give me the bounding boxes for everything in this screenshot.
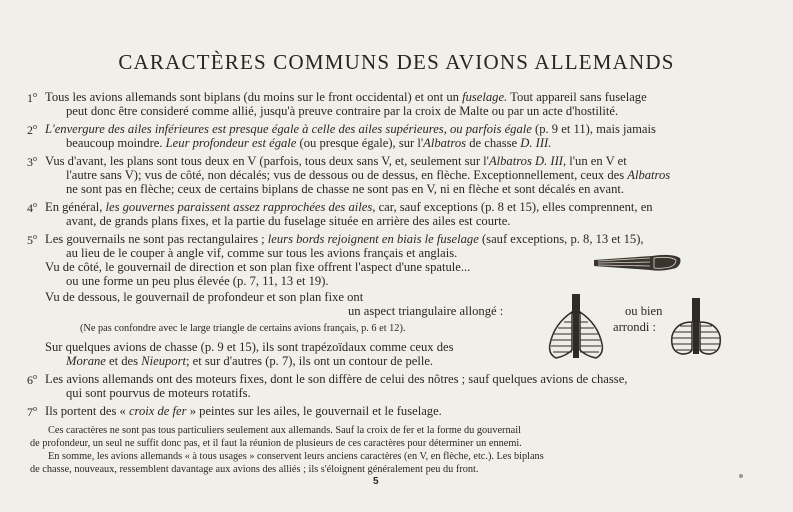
spatula-rudder-illustration	[592, 250, 684, 276]
item-5-line-8: Morane et des Nieuport; et sur d'autres (p. 7), ils ont un contour de pelle.	[66, 354, 434, 368]
rounded-tailplane-illustration	[668, 296, 724, 358]
item-2-number: 2$^o$	[27, 122, 37, 137]
item-1-line-2: peut donc être consideré comme allié, jusqu'à preuve contraire par la croix de Malte ou par un acte d'hostilité.	[66, 104, 619, 118]
item-1-number: 1$^o$	[27, 90, 37, 105]
item-5-line-7: Sur quelques avions de chasse (p. 9 et 15), ils sont trapézoïdaux comme ceux des	[45, 340, 454, 354]
item-5-line-6: un aspect triangulaire allongé :	[348, 304, 504, 318]
item-5-number: 5$^o$	[27, 232, 37, 247]
item-4-line-1: En général, les gouvernes paraissent assez rapprochées des ailes, car, sauf exceptions (p. 8 et 15), elles comprennent, en	[45, 200, 653, 214]
item-5-line-4: ou une forme un peu plus élevée (p. 7, 11, 13 et 19).	[66, 274, 329, 288]
item-5-line-1: Les gouvernails ne sont pas rectangulaires ; leurs bords rejoignent en biais le fuselage (sauf exceptions, p. 8, 13 et 15),	[45, 232, 644, 246]
footer-paragraph-2-line-2: de chasse, nouveaux, ressemblent davantage aux avions des alliés ; ils s'éloignent généralement peu du front.	[30, 464, 479, 475]
item-6-line-1: Les avions allemands ont des moteurs fixes, dont le son diffère de celui des nôtres ; sauf quelques avions de chasse,	[45, 372, 628, 386]
item-3-line-2: l'autre sans V); vus de côté, non décalés; vus de dessous ou de dessus, en flèche. Exceptionnellement, ceux des Albatros	[66, 168, 671, 182]
item-3-line-1: Vus d'avant, les plans sont tous deux en V (parfois, tous deux sans V, et, seulement sur l'Albatros D. III, l'un en V et	[45, 154, 627, 168]
page-title: CARACTÈRES COMMUNS DES AVIONS ALLEMANDS	[118, 50, 675, 74]
item-5-note: (Ne pas confondre avec le large triangle de certains avions français, p. 6 et 12).	[80, 323, 406, 334]
footer-paragraph-1-line-2: de profondeur, un seul ne suffit donc pas, et il faut la réunion de plusieurs de ces caractères pour déterminer un ennemi.	[30, 438, 522, 449]
arrondi-label: arrondi :	[613, 320, 657, 334]
item-3-number: 3$^o$	[27, 154, 37, 169]
item-6-number: 6$^o$	[27, 372, 37, 387]
footer-paragraph-2-line-1: En somme, les avions allemands « à tous usages » conservent leurs anciens caractères (en V, en flèche, etc.). Les biplans	[48, 451, 544, 462]
item-4-number: 4$^o$	[27, 200, 37, 215]
item-5-line-5: Vu de dessous, le gouvernail de profondeur et son plan fixe ont	[45, 290, 364, 304]
page-speck	[739, 474, 743, 478]
item-6-line-2: qui sont pourvus de moteurs rotatifs.	[66, 386, 251, 400]
triangular-tailplane-illustration	[544, 292, 608, 362]
item-2-line-1: L'envergure des ailes inférieures est presque égale à celle des ailes supérieures, ou parfois égale (p. 9 et 11), mais jamais	[45, 122, 656, 136]
item-2-line-2: beaucoup moindre. Leur profondeur est égale (ou presque égale), sur l'Albatros de chasse D. III.	[66, 136, 552, 150]
page-number: 5	[373, 476, 379, 487]
footer-paragraph-1-line-1: Ces caractères ne sont pas tous particuliers seulement aux allemands. Sauf la croix de fer et la forme du gouvernail	[48, 425, 521, 436]
ou-bien-label: ou bien	[625, 304, 663, 318]
item-3-line-3: ne sont pas en flèche; ceux de certains biplans de chasse ne sont pas en V, ni en flèche et sont décalés en avant.	[66, 182, 625, 196]
item-4-line-2: avant, de grands plans fixes, et la partie du fuselage située en arrière des ailes est courte.	[66, 214, 511, 228]
item-5-line-2: au lieu de le couper à angle vif, comme sur tous les avions français et anglais.	[66, 246, 458, 260]
item-1-line-1: Tous les avions allemands sont biplans (du moins sur le front occidental) et ont un fuselage. Tout appareil sans fuselage	[45, 90, 647, 104]
item-7-number: 7$^o$	[27, 404, 37, 419]
item-5-line-3: Vu de côté, le gouvernail de direction et son plan fixe offrent l'aspect d'une spatule...	[45, 260, 471, 274]
item-7-line-1: Ils portent des « croix de fer » peintes sur les ailes, le gouvernail et le fuselage.	[45, 404, 442, 418]
